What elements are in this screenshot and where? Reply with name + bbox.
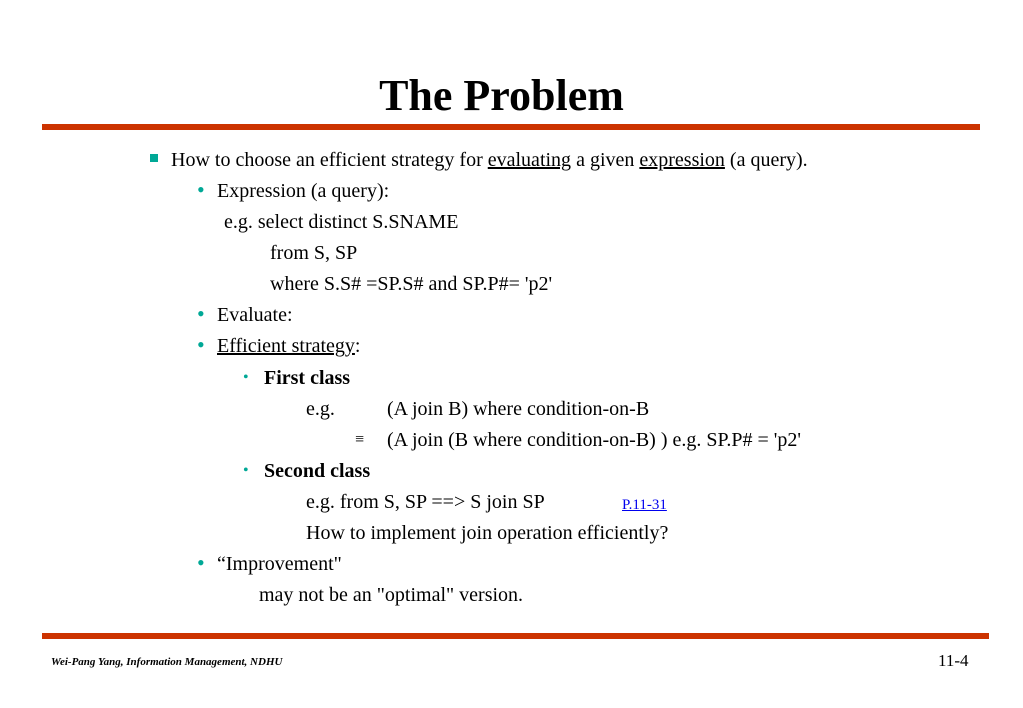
page-title: The Problem bbox=[379, 71, 624, 120]
second-class-question: How to implement join operation efficiently? bbox=[306, 522, 669, 544]
page-reference-link[interactable]: P.11-31 bbox=[622, 497, 667, 513]
dot-bullet-icon: • bbox=[243, 369, 249, 386]
footer-author: Wei-Pang Yang, Information Management, NDHU bbox=[51, 656, 283, 668]
example-from-line: from S, SP bbox=[270, 242, 358, 264]
square-bullet-icon bbox=[150, 154, 158, 162]
subheading-first-class: First class bbox=[264, 367, 351, 389]
dot-bullet-icon: • bbox=[197, 177, 205, 202]
equivalence-symbol: ≡ bbox=[355, 431, 365, 448]
dot-bullet-icon: • bbox=[197, 301, 205, 326]
text-segment: a given bbox=[571, 149, 640, 171]
dot-bullet-icon: • bbox=[243, 462, 249, 479]
first-class-equivalent: (A join (B where condition-on-B) ) e.g. SP.P# = 'p2' bbox=[387, 429, 802, 451]
title-divider bbox=[42, 124, 980, 130]
example-where-line: where S.S# =SP.S# and SP.P#= 'p2' bbox=[270, 273, 553, 295]
text-segment: (a query). bbox=[724, 149, 808, 171]
dot-bullet-icon: • bbox=[197, 332, 205, 357]
underlined-term-expression: expression bbox=[639, 149, 725, 171]
bullet-line-improvement: “Improvement" bbox=[217, 553, 342, 575]
bullet-line-efficient-strategy bbox=[217, 334, 360, 358]
underlined-term-efficient-strategy: Efficient strategy bbox=[217, 335, 355, 357]
example-select-line: e.g. select distinct S.SNAME bbox=[224, 211, 459, 233]
footer-divider bbox=[42, 633, 989, 639]
improvement-note: may not be an "optimal" version. bbox=[259, 584, 524, 606]
second-class-example: e.g. from S, SP ==> S join SP bbox=[306, 491, 545, 513]
bullet-line-evaluate: Evaluate: bbox=[217, 304, 293, 326]
bullet-line-expression: Expression (a query): bbox=[217, 180, 390, 202]
underlined-term-evaluating: evaluating bbox=[487, 149, 572, 171]
subheading-second-class: Second class bbox=[264, 460, 371, 482]
dot-bullet-icon: • bbox=[197, 550, 205, 575]
first-class-example: (A join B) where condition-on-B bbox=[387, 398, 650, 420]
first-class-eg-label: e.g. bbox=[306, 398, 335, 420]
page-number: 11-4 bbox=[938, 651, 969, 670]
text-segment: : bbox=[354, 335, 361, 357]
text-segment: How to choose an efficient strategy for bbox=[171, 149, 488, 171]
bullet-line-1 bbox=[171, 148, 808, 172]
